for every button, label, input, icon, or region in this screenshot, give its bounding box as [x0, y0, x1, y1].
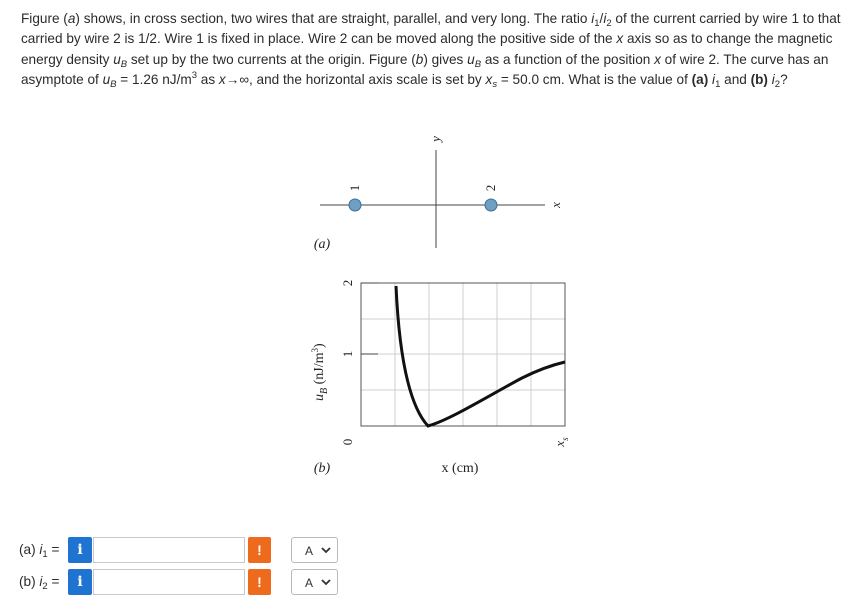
figure-a-caption: (a) — [313, 237, 331, 252]
xs-label: $x_s$ — [552, 437, 570, 447]
answer-row-a — [0, 535, 867, 565]
answer-b-unit-select[interactable] — [291, 569, 338, 595]
u-b-curve — [396, 286, 565, 426]
answer-a-input[interactable] — [93, 537, 245, 563]
answer-b-input[interactable] — [93, 569, 245, 595]
wire-1-label: 1 — [347, 184, 362, 192]
tick-0-label: 0 — [340, 438, 355, 446]
question-text: Figure (a) shows, in cross section, two wires that are straight, parallel, and very long. The ratio $i_1/i_2$ of the current carried by wire 1 to that carried by wire 2 is 1/2. Wire 1 is fixed in place. Wire 2 can be moved along the positive side of the x axis so as to change the magnetic energy density $u_B$ set up by the two currents at the origin. Figure (b) gives $u_B$ as a function of the position x of wire 2. The curve has an asymptote of $u_B = 1.26$ $nJ/m^3$ as x→∞, and the horizontal axis scale is set by $x_s = 50.0$ cm. What is the value of (a) $i_1$ and (b) $i_2$? — [21, 11, 841, 90]
figure-a-y-label: y — [428, 136, 443, 142]
y-axis-label: $u_B$ $(nJ/m^3)$ — [310, 343, 330, 401]
wire-1 — [349, 199, 361, 211]
wire-2 — [485, 199, 497, 211]
warning-icon[interactable]: ! — [248, 537, 271, 563]
answer-a-unit-value: A — [305, 544, 314, 558]
info-icon[interactable]: i — [68, 569, 92, 595]
answer-b-label: (b) $i_2$ = — [19, 574, 60, 592]
tick-1-label: 1 — [340, 350, 355, 358]
figure-a-x-label: x — [548, 202, 563, 208]
info-icon[interactable]: i — [68, 537, 92, 563]
chevron-down-icon — [320, 543, 332, 557]
answer-a-label: (a) $i_1$ = — [19, 542, 60, 560]
answer-row-b — [0, 567, 867, 597]
answer-a-unit-select[interactable] — [291, 537, 338, 563]
answer-b-unit-value: A — [305, 576, 314, 590]
figure-b — [310, 280, 570, 476]
figure-b-grid — [361, 283, 565, 426]
figure-b-caption: (b) — [313, 461, 331, 476]
chevron-down-icon — [320, 575, 332, 589]
x-axis-label: x (cm) — [441, 461, 479, 476]
tick-2-label: 2 — [340, 279, 355, 287]
warning-icon[interactable]: ! — [248, 569, 271, 595]
wire-2-label: 2 — [483, 184, 498, 192]
figure-a — [314, 136, 563, 252]
